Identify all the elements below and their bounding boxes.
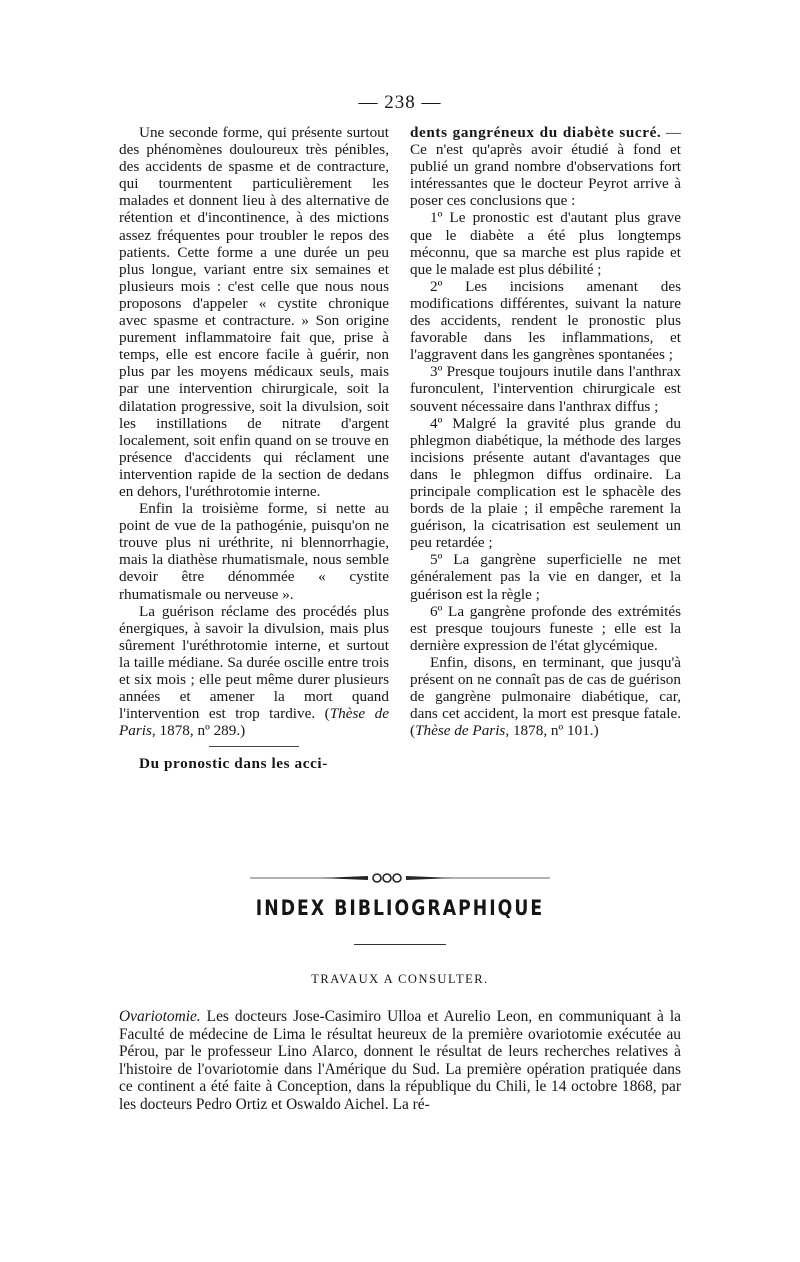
- conclusion-item-3: 3º Presque toujours inutile dans l'anthrax furonculent, l'intervention chirurgicale est souvent nécessaire dans l'anthrax diffus ;: [410, 363, 681, 415]
- entry-lead: Ovariotomie.: [119, 1008, 201, 1025]
- index-entry-ovariotomy: [119, 1008, 681, 1114]
- section-title: TRAVAUX A CONSULTER.: [311, 972, 489, 986]
- citation-open: (: [324, 705, 330, 723]
- two-column-body: [119, 124, 681, 772]
- ornamental-divider: [250, 872, 550, 884]
- conclusion-item-1: 1º Le pronostic est d'autant plus grave que le diabète a été plus longtemps méconnu, que sa marche est plus rapide et que le malade est plus débilité ;: [410, 209, 681, 278]
- paragraph-healing: [119, 603, 389, 740]
- paragraph-closing: [410, 654, 681, 739]
- paragraph-divider: [209, 746, 299, 747]
- conclusion-item-6: 6º La gangrène profonde des extrémités est presque toujours funeste ; elle est la dernière expression de l'état glycémique.: [410, 602, 681, 654]
- conclusion-item-5: 5º La gangrène superficielle ne met généralement pas la vie en danger, et la guérison est la règle ;: [410, 551, 681, 603]
- closing-text: Enfin, disons, en terminant, que jusqu'à présent on ne connaît pas de cas de guérison de gangrène pulmonaire diabétique, car, dans cet accident, la mort est presque fatale.: [410, 653, 681, 723]
- right-column: [410, 124, 681, 772]
- paragraph-third-form: Enfin la troisième forme, si nette au point de vue de la pathogénie, puisqu'on ne trouve plus ni uréthrite, ni blennorrhagie, mais la diathèse rhumatismale, nous semble devoir être dénommée « cystite rhumatismale ou nerveuse ».: [119, 500, 389, 603]
- page-number: — 238 —: [358, 92, 442, 113]
- title-rule: [354, 944, 446, 945]
- section-heading-continued: dents gangréneux du diabète sucré.: [410, 124, 662, 141]
- citation-detail: , 1878, nº 101.): [505, 722, 599, 740]
- intro-text: — Ce n'est qu'après avoir étudié à fond et publié un grand nombre d'observations fort intéressantes que le docteur Peyrot arrive à poser ces conclusions que :: [410, 124, 681, 210]
- left-column: [119, 124, 389, 772]
- entry-text: Les docteurs Jose-Casimiro Ulloa et Aurelio Leon, en communiquant à la Faculté de médecine de Lima le résultat heureux de la première ovariotomie exécutée au Pérou, par le professeur Lino Alarco, donnent le résultat de leurs recherches relatives à l'histoire de l'ovariotomie dans l'Amérique du Sud. La première opération pratiquée dans ce continent a été faite à Conception, dans la république du Chili, le 14 octobre 1868, par les docteurs Pedro Ortiz et Oswaldo Aichel. La ré-: [119, 1008, 681, 1113]
- citation-source: Thèse de Paris: [415, 722, 506, 740]
- paragraph-healing-text: La guérison réclame des procédés plus énergiques, à savoir la divulsion, mais plus sûrement l'uréthrotomie interne, et surtout la taille médiane. Sa durée oscille entre trois et six mois ; elle peut même durer plusieurs années et amener la mort quand l'intervention est trop tardive.: [119, 602, 389, 723]
- index-title: INDEX BIBLIOGRAPHIQUE: [255, 896, 545, 920]
- citation-open: (: [410, 722, 416, 740]
- paragraph-second-form: Une seconde forme, qui présente surtout des phénomènes douloureux très pénibles, des accidents de spasme et de contracture, qui tourmentent particulièrement les malades et donnent lieu à des alternative de rétention et d'incontinence, à des mictions assez fréquentes pour troubler le repos des patients. Cette forme a une durée un peu plus longue, variant entre six semaines et plusieurs mois : c'est celle que nous nous proposons d'appeler « cystite chronique avec spasme et contracture. » Son origine purement inflammatoire fait que, prise à temps, elle est encore facile à guérir, non plus par les moyens médicaux seuls, mais par une intervention chirurgicale, soit la dilatation progressive, soit la divulsion, soit les instillations de nitrate d'argent localement, soit enfin quand on se trouve en présence d'accidents qui réclament une intervention rapide de la section de dedans en dehors, l'uréthrotomie interne.: [119, 124, 389, 500]
- paragraph-diabetes-intro: [410, 124, 681, 209]
- conclusion-item-4: 4º Malgré la gravité plus grande du phlegmon diabétique, la méthode des larges incisions présente autant d'avantages que dans le phlegmon diffus ordinaire. La principale complication est le sphacèle des bords de la plaie ; il empêche rarement la guérison, la cicatrisation est seulement un peu retardée ;: [410, 414, 681, 552]
- citation-source: Thèse de Paris: [119, 705, 389, 740]
- section-heading-prognosis: Du pronostic dans les acci-: [139, 755, 328, 773]
- citation-detail: , 1878, nº 289.): [151, 722, 246, 740]
- conclusion-item-2: 2º Les incisions amenant des modifications différentes, suivant la nature des accidents, rendent le pronostic plus favorable dans les inflammations, et l'aggravent dans les gangrènes spontanées ;: [410, 277, 681, 364]
